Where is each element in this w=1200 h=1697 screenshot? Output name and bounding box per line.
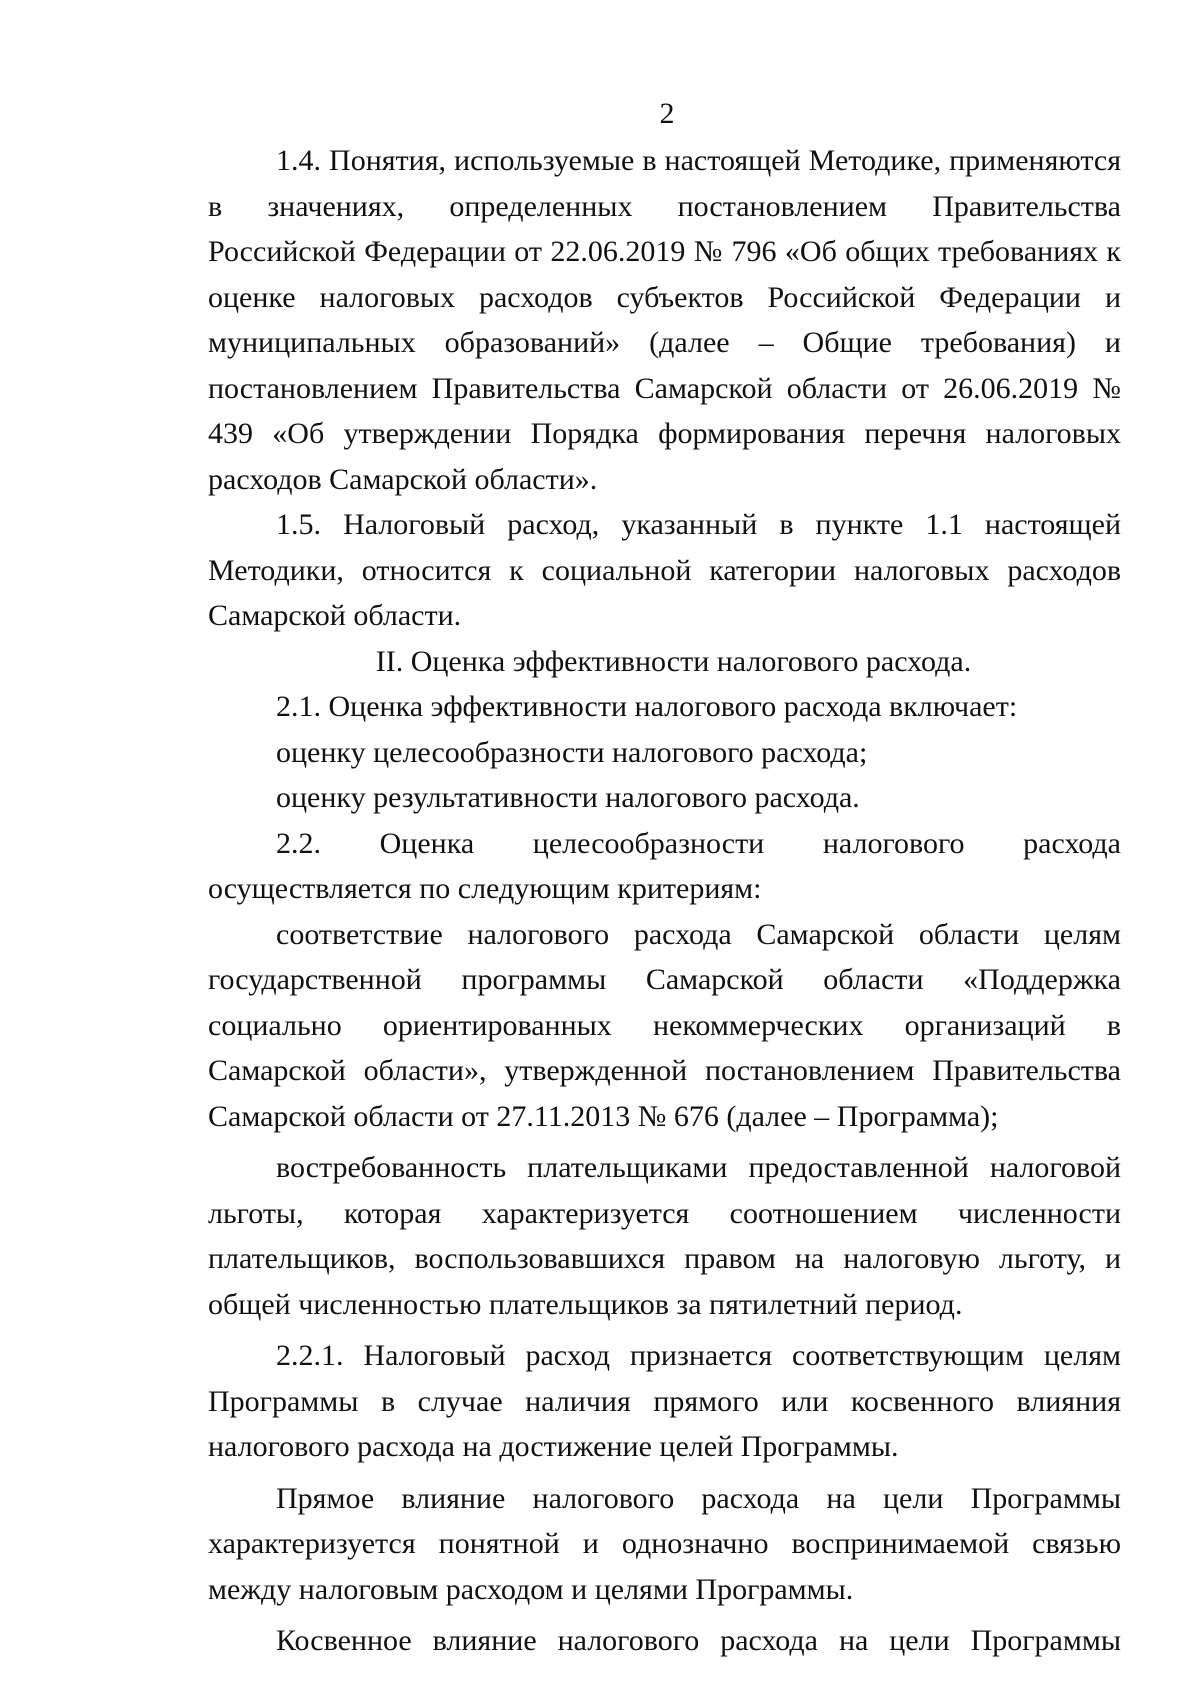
paragraph-2-2-1: 2.2.1. Налоговый расход признается соответствующим целям Программы в случае наличия прямого или косвенного влияния налогового расхода на достижение целей Программы. bbox=[208, 1339, 1121, 1463]
document-body bbox=[208, 138, 1121, 1664]
list-item-expediency: оценку целесообразности налогового расхода; bbox=[276, 735, 868, 769]
paragraph-direct-influence: Прямое влияние налогового расхода на цели Программы характеризуется понятной и однозначно воспринимаемой связью между налоговым расходом и целями Программы. bbox=[208, 1481, 1121, 1606]
paragraph-indirect-influence: Косвенное влияние налогового расхода на цели Программы bbox=[276, 1624, 1121, 1657]
list-item-effectiveness: оценку результативности налогового расхода. bbox=[276, 781, 860, 814]
paragraph-2-2: 2.2. Оценка целесообразности налогового расхода осуществляется по следующим критериям: bbox=[208, 826, 1121, 905]
section-heading: II. Оценка эффективности налогового расхода. bbox=[375, 644, 972, 678]
criterion-demand: востребованность плательщиками предоставленной налоговой льготы, которая характеризуется соотношением численности плательщиков, воспользовавшихся правом на налоговую льготу, и общей численностью плательщиков за пятилетний период. bbox=[208, 1151, 1121, 1321]
paragraph-2-1: 2.1. Оценка эффективности налогового расхода включает: bbox=[276, 690, 1018, 723]
paragraph-1-4: 1.4. Понятия, используемые в настоящей Методике, применяются в значениях, определенных постановлением Правительства Российской Федерации от 22.06.2019 № 796 «Об общих требованиях к оценке налоговых расходов субъектов Российской Федерации и муниципальных образований» (далее – Общие требования) и постановлением Правительства Самарской области от 26.06.2019 № 439 «Об утверждении Порядка формирования перечня налоговых расходов Самарской области». bbox=[208, 144, 1121, 496]
criterion-program-compliance: соответствие налогового расхода Самарской области целям государственной программы Самарской области «Поддержка социально ориентированных некоммерческих организаций в Самарской области», утвержденной постановлением Правительства Самарской области от 27.11.2013 № 676 (далее – Программа); bbox=[208, 917, 1121, 1133]
paragraph-1-5: 1.5. Налоговый расход, указанный в пункте 1.1 настоящей Методики, относится к социальной категории налоговых расходов Самарской области. bbox=[208, 508, 1121, 632]
page-number: 2 bbox=[659, 97, 675, 130]
